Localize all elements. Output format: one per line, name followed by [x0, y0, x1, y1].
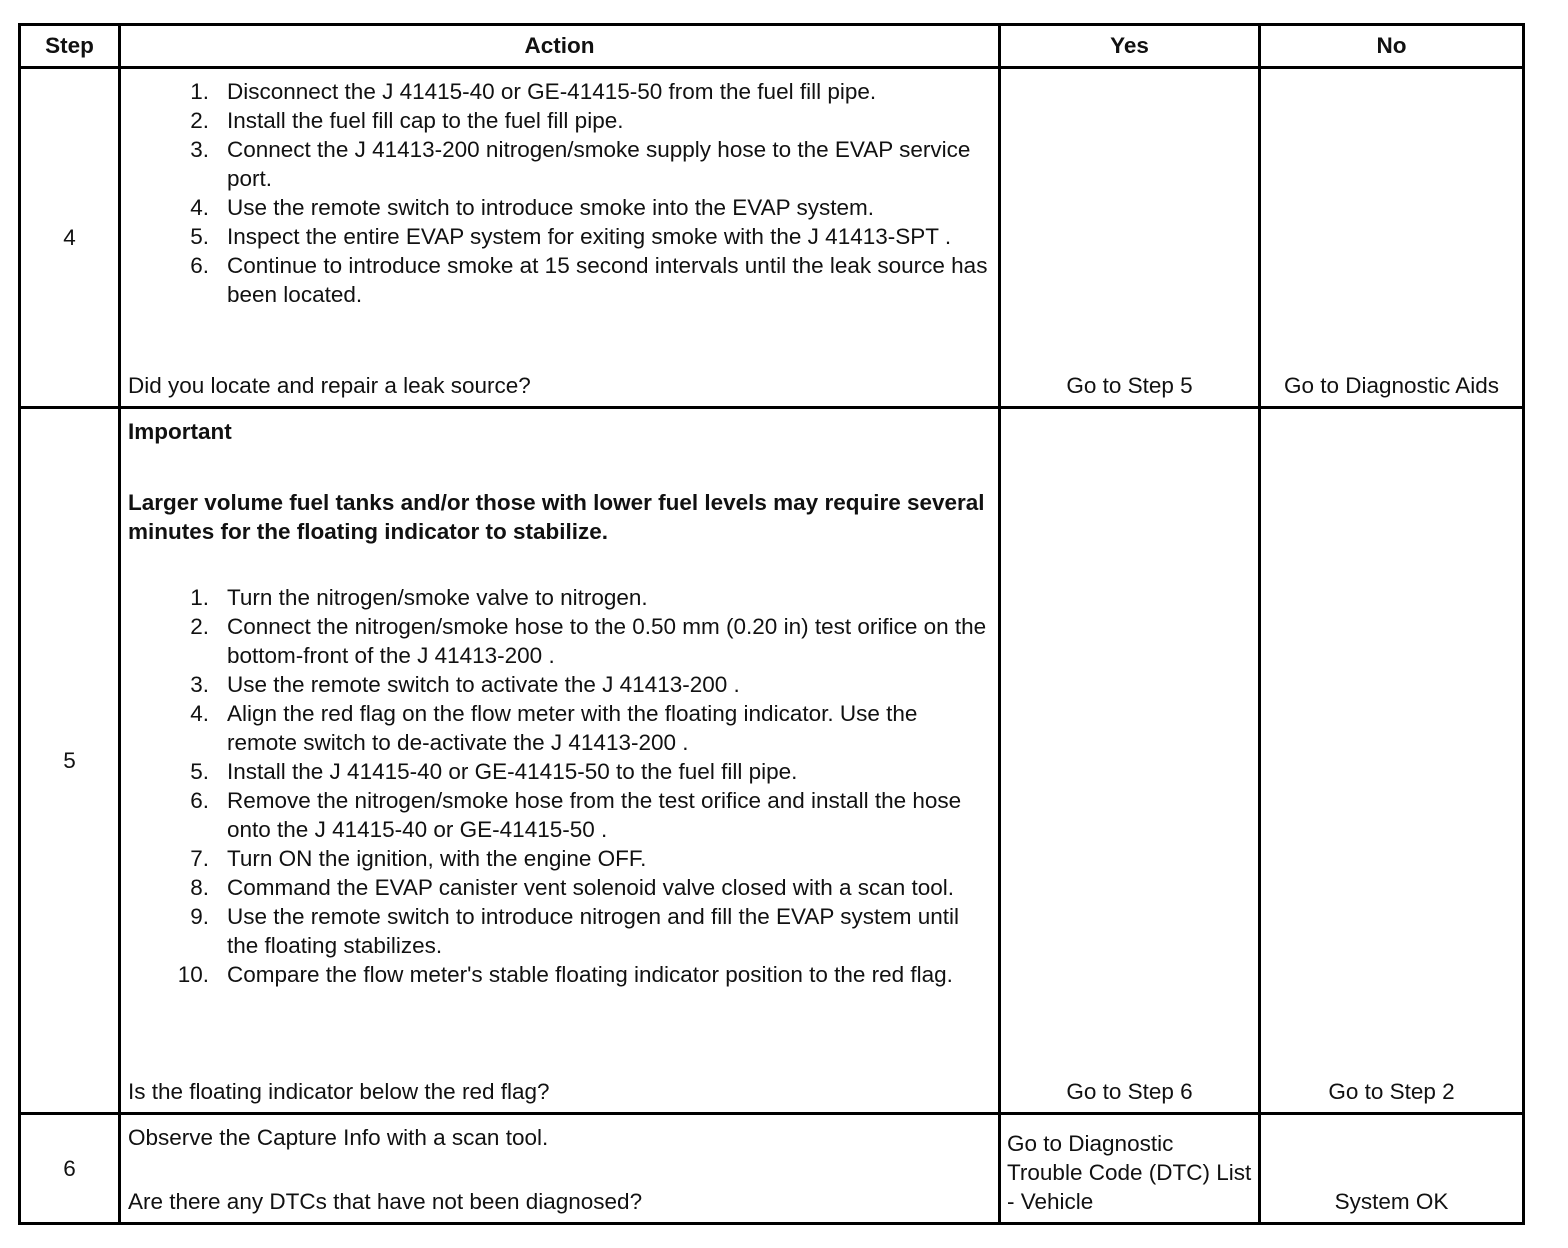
list-item-number: 4. [190, 701, 209, 726]
action-cell [120, 408, 1000, 1114]
action-steps-list [128, 77, 992, 309]
list-item-text: Connect the nitrogen/smoke hose to the 0.50 mm (0.20 in) test orifice on the bottom-front of the J 41413-200 . [227, 614, 987, 668]
list-item-text: Remove the nitrogen/smoke hose from the test orifice and install the hose onto the J 41415-40 or GE-41415-50 . [227, 788, 962, 842]
step-row-4 [20, 68, 1524, 408]
action-cell [120, 1114, 1000, 1224]
list-item [128, 902, 992, 960]
list-item-number: 4. [190, 195, 209, 220]
list-item [128, 193, 992, 222]
list-item-text: Install the fuel fill cap to the fuel fill pipe. [227, 108, 624, 133]
list-item-text: Disconnect the J 41415-40 or GE-41415-50 from the fuel fill pipe. [227, 79, 877, 104]
yes-result: Go to Diagnostic Trouble Code (DTC) List - Vehicle [1000, 1114, 1260, 1224]
list-item [128, 786, 992, 844]
important-note: Larger volume fuel tanks and/or those with lower fuel levels may require several minutes for the floating indicator to stabilize. [128, 490, 985, 544]
action-cell [120, 68, 1000, 408]
list-item-number: 1. [190, 585, 209, 610]
diagnostic-table [18, 23, 1525, 1225]
step-row-5 [20, 408, 1524, 1114]
header-action: Action [120, 25, 1000, 68]
header-no: No [1260, 25, 1524, 68]
list-item-text: Turn ON the ignition, with the engine OFF. [227, 846, 647, 871]
action-question: Did you locate and repair a leak source? [128, 373, 531, 398]
list-item-text: Use the remote switch to introduce nitrogen and fill the EVAP system until the floating stabilizes. [227, 904, 960, 958]
list-item [128, 670, 992, 699]
list-item-text: Use the remote switch to introduce smoke into the EVAP system. [227, 195, 874, 220]
no-result: System OK [1260, 1114, 1524, 1224]
important-title: Important [128, 419, 232, 444]
step-row-6 [20, 1114, 1524, 1224]
action-question: Are there any DTCs that have not been diagnosed? [128, 1189, 643, 1214]
list-item-number: 2. [190, 614, 209, 639]
yes-result: Go to Step 6 [1000, 408, 1260, 1114]
list-item [128, 612, 992, 670]
no-result: Go to Step 2 [1260, 408, 1524, 1114]
list-item-number: 7. [190, 846, 209, 871]
list-item-text: Turn the nitrogen/smoke valve to nitrogen. [227, 585, 648, 610]
header-yes: Yes [1000, 25, 1260, 68]
list-item [128, 699, 992, 757]
list-item [128, 222, 992, 251]
list-item-number: 6. [190, 788, 209, 813]
list-item [128, 757, 992, 786]
list-item-text: Compare the flow meter's stable floating indicator position to the red flag. [227, 962, 953, 987]
step-number: 4 [20, 68, 120, 408]
header-row [20, 25, 1524, 68]
step-number: 5 [20, 408, 120, 1114]
list-item [128, 960, 992, 989]
list-item [128, 251, 992, 309]
list-item-number: 8. [190, 875, 209, 900]
list-item [128, 106, 992, 135]
list-item [128, 77, 992, 106]
list-item-number: 1. [190, 79, 209, 104]
list-item-number: 9. [190, 904, 209, 929]
list-item [128, 135, 992, 193]
action-steps-list [128, 583, 992, 989]
list-item-text: Inspect the entire EVAP system for exiting smoke with the J 41413-SPT . [227, 224, 952, 249]
no-result: Go to Diagnostic Aids [1260, 68, 1524, 408]
yes-result: Go to Step 5 [1000, 68, 1260, 408]
list-item-number: 6. [190, 253, 209, 278]
list-item-text: Align the red flag on the flow meter with the floating indicator. Use the remote switch to de-activate the J 41413-200 . [227, 701, 918, 755]
list-item [128, 873, 992, 902]
list-item-number: 2. [190, 108, 209, 133]
list-item-text: Connect the J 41413-200 nitrogen/smoke supply hose to the EVAP service port. [227, 137, 971, 191]
list-item [128, 844, 992, 873]
list-item [128, 583, 992, 612]
step-number: 6 [20, 1114, 120, 1224]
list-item-text: Install the J 41415-40 or GE-41415-50 to the fuel fill pipe. [227, 759, 798, 784]
list-item-number: 3. [190, 137, 209, 162]
header-step: Step [20, 25, 120, 68]
list-item-text: Use the remote switch to activate the J 41413-200 . [227, 672, 740, 697]
action-question: Is the floating indicator below the red flag? [128, 1079, 550, 1104]
list-item-number: 10. [177, 962, 209, 987]
list-item-text: Command the EVAP canister vent solenoid valve closed with a scan tool. [227, 875, 955, 900]
list-item-number: 5. [190, 759, 209, 784]
list-item-text: Continue to introduce smoke at 15 second intervals until the leak source has been located. [227, 253, 988, 307]
action-intro: Observe the Capture Info with a scan tool. [128, 1125, 549, 1150]
list-item-number: 3. [190, 672, 209, 697]
list-item-number: 5. [190, 224, 209, 249]
